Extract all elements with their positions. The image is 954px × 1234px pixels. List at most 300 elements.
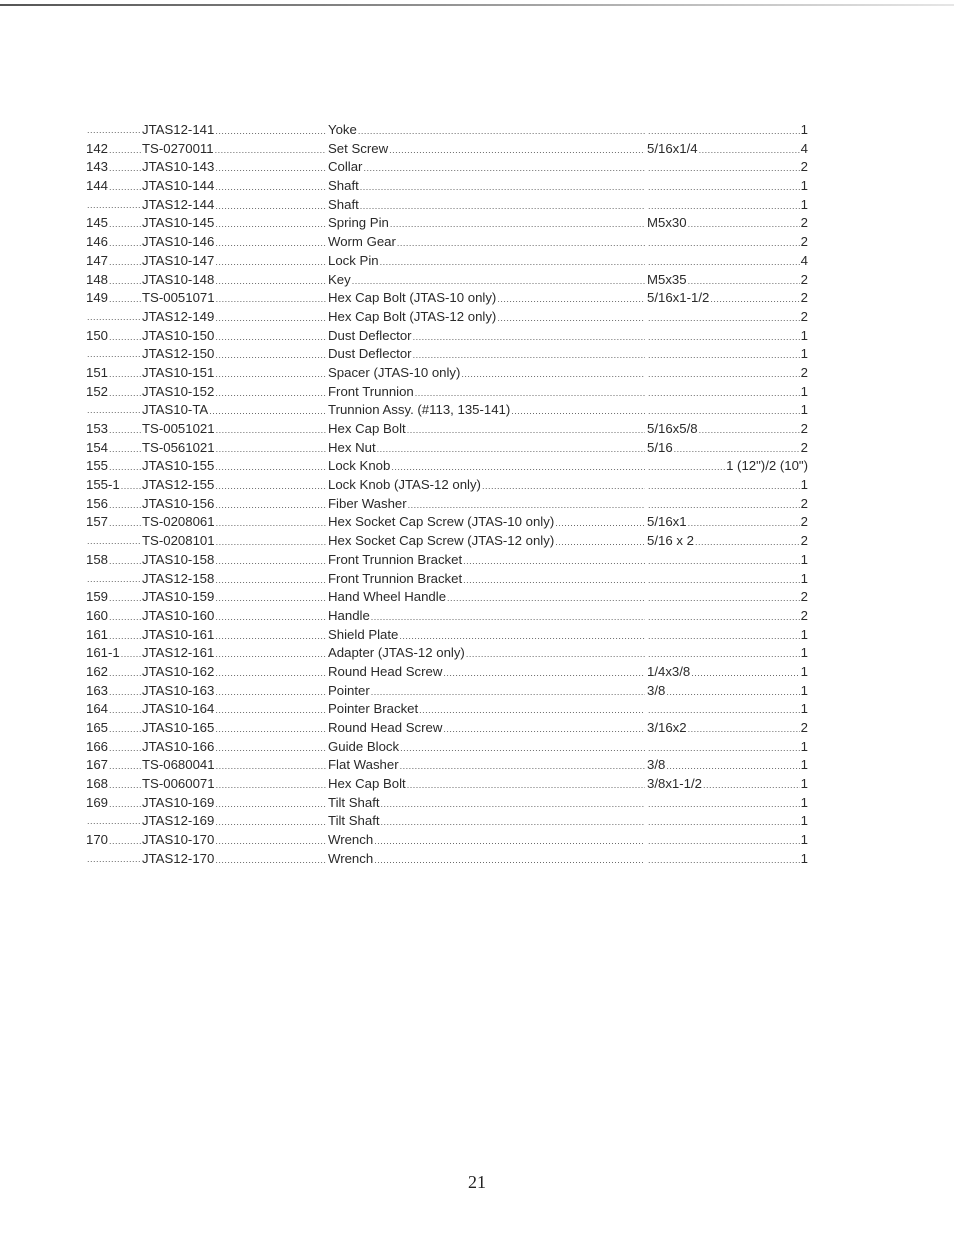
index-cell <box>86 196 142 215</box>
part-number: JTAS10-145 <box>142 214 214 233</box>
parts-list-row <box>86 607 808 626</box>
leader-dots <box>215 234 326 252</box>
index-cell <box>86 327 142 346</box>
leader-dots <box>497 309 645 327</box>
parts-list-row <box>86 663 808 682</box>
parts-list-row <box>86 831 808 850</box>
description-cell <box>328 570 646 589</box>
size-qty-cell <box>647 214 808 233</box>
parts-list-row <box>86 775 808 794</box>
leader-dots <box>216 757 326 775</box>
leader-dots <box>216 440 326 458</box>
description-cell <box>328 719 646 738</box>
size: 3/8x1-1/2 <box>647 775 702 794</box>
size-qty-cell <box>647 513 808 532</box>
leader-dots <box>352 272 645 290</box>
parts-list-row <box>86 495 808 514</box>
index-number: 154 <box>86 439 108 458</box>
leader-dots <box>215 589 326 607</box>
leader-dots <box>215 477 326 495</box>
parts-list-row <box>86 364 808 383</box>
leader-dots <box>215 197 326 215</box>
page-number: 21 <box>468 1172 486 1192</box>
size-qty-cell <box>647 271 808 290</box>
size-qty-cell <box>647 140 808 159</box>
quantity: 2 <box>801 158 808 177</box>
description-cell <box>328 252 646 271</box>
size-qty-cell <box>647 532 808 551</box>
size-qty-cell <box>647 401 808 420</box>
part-number: JTAS10-169 <box>142 794 214 813</box>
size-qty-cell <box>647 233 808 252</box>
index-number: 166 <box>86 738 108 757</box>
description-cell <box>328 626 646 645</box>
leader-dots <box>463 571 645 589</box>
part-number: JTAS10-156 <box>142 495 214 514</box>
leader-dots <box>648 402 800 420</box>
size: 5/16 x 2 <box>647 532 694 551</box>
leader-dots <box>371 683 645 701</box>
leader-dots <box>374 851 645 869</box>
description: Tilt Shaft <box>328 794 380 813</box>
leader-dots <box>648 589 800 607</box>
part-number: JTAS12-150 <box>142 345 214 364</box>
description: Tilt Shaft <box>328 812 380 831</box>
index-cell <box>86 551 142 570</box>
leader-dots <box>648 832 800 850</box>
description: Key <box>328 271 351 290</box>
parts-list-row <box>86 719 808 738</box>
size-qty-cell <box>647 775 808 794</box>
leader-dots <box>648 571 800 589</box>
size: 5/16x1-1/2 <box>647 289 709 308</box>
part-number-cell <box>142 383 327 402</box>
leader-dots <box>648 795 800 813</box>
index-number: 151 <box>86 364 108 383</box>
leader-dots <box>648 496 800 514</box>
leader-dots <box>109 627 141 645</box>
leader-dots <box>109 832 141 850</box>
quantity: 1 <box>801 794 808 813</box>
leader-dots <box>688 720 800 738</box>
size-qty-cell <box>647 327 808 346</box>
description-cell <box>328 177 646 196</box>
description-cell <box>328 495 646 514</box>
leader-dots <box>648 645 800 663</box>
part-number: TS-0561021 <box>142 439 215 458</box>
size-qty-cell <box>647 177 808 196</box>
leader-dots <box>699 141 800 159</box>
leader-dots <box>648 122 800 140</box>
index-cell <box>86 383 142 402</box>
index-cell <box>86 121 142 140</box>
quantity: 2 <box>801 233 808 252</box>
leader-dots <box>215 627 326 645</box>
parts-list-row <box>86 289 808 308</box>
parts-list-row <box>86 682 808 701</box>
index-cell <box>86 644 142 663</box>
part-number: JTAS12-155 <box>142 476 214 495</box>
leader-dots <box>109 178 141 196</box>
description: Dust Deflector <box>328 327 412 346</box>
index-number: 165 <box>86 719 108 738</box>
size-qty-cell <box>647 345 808 364</box>
leader-dots <box>109 720 141 738</box>
leader-dots <box>109 290 141 308</box>
parts-list-row <box>86 327 808 346</box>
description: Handle <box>328 607 370 626</box>
index-number: 155 <box>86 457 108 476</box>
size-qty-cell <box>647 626 808 645</box>
index-number: 169 <box>86 794 108 813</box>
description-cell <box>328 233 646 252</box>
size: 5/16x5/8 <box>647 420 698 439</box>
part-number: JTAS12-158 <box>142 570 214 589</box>
leader-dots <box>215 832 326 850</box>
leader-dots <box>109 664 141 682</box>
part-number: JTAS10-162 <box>142 663 214 682</box>
description-cell <box>328 682 646 701</box>
description: Lock Pin <box>328 252 379 271</box>
leader-dots <box>109 365 141 383</box>
part-number: TS-0270011 <box>142 140 214 159</box>
part-number-cell <box>142 364 327 383</box>
index-number: 157 <box>86 513 108 532</box>
description: Hex Cap Bolt (JTAS-12 only) <box>328 308 496 327</box>
part-number: JTAS12-170 <box>142 850 214 869</box>
quantity: 1 <box>801 476 808 495</box>
size-qty-cell <box>647 738 808 757</box>
leader-dots <box>413 328 645 346</box>
description: Guide Block <box>328 738 399 757</box>
index-number: 148 <box>86 271 108 290</box>
description-cell <box>328 812 646 831</box>
parts-list-row <box>86 214 808 233</box>
description: Hex Cap Bolt <box>328 775 406 794</box>
index-cell <box>86 812 142 831</box>
description-cell <box>328 196 646 215</box>
size-qty-cell <box>647 495 808 514</box>
part-number: JTAS12-141 <box>142 121 214 140</box>
size: 3/16x2 <box>647 719 687 738</box>
size-qty-cell <box>647 588 808 607</box>
parts-list-row <box>86 345 808 364</box>
quantity: 2 <box>801 289 808 308</box>
leader-dots <box>109 776 141 794</box>
index-cell <box>86 252 142 271</box>
description: Front Trunnion Bracket <box>328 570 462 589</box>
leader-dots <box>109 440 141 458</box>
leader-dots <box>466 645 645 663</box>
size: M5x35 <box>647 271 687 290</box>
description-cell <box>328 756 646 775</box>
leader-dots <box>648 384 800 402</box>
size-qty-cell <box>647 682 808 701</box>
part-number: JTAS10-155 <box>142 457 214 476</box>
quantity: 1 <box>801 383 808 402</box>
index-cell <box>86 345 142 364</box>
description-cell <box>328 364 646 383</box>
leader-dots <box>109 215 141 233</box>
description-cell <box>328 420 646 439</box>
size-qty-cell <box>647 719 808 738</box>
leader-dots <box>666 683 799 701</box>
leader-dots <box>688 215 800 233</box>
size: 1/4x3/8 <box>647 663 690 682</box>
index-number: 142 <box>86 140 108 159</box>
index-cell <box>86 439 142 458</box>
leader-dots <box>415 384 645 402</box>
index-number: 144 <box>86 177 108 196</box>
leader-dots <box>358 122 645 140</box>
part-number-cell <box>142 831 327 850</box>
leader-dots <box>109 253 141 271</box>
leader-dots <box>87 850 141 869</box>
index-cell <box>86 214 142 233</box>
part-number-cell <box>142 756 327 775</box>
description: Spring Pin <box>328 214 389 233</box>
size-qty-cell <box>647 252 808 271</box>
description: Adapter (JTAS-12 only) <box>328 644 465 663</box>
index-number: 155-1 <box>86 476 120 495</box>
part-number-cell <box>142 327 327 346</box>
leader-dots <box>87 401 141 420</box>
leader-dots <box>461 365 645 383</box>
leader-dots <box>555 533 645 551</box>
part-number: JTAS10-170 <box>142 831 214 850</box>
leader-dots <box>443 664 645 682</box>
index-cell <box>86 476 142 495</box>
leader-dots <box>703 776 800 794</box>
leader-dots <box>648 253 800 271</box>
description: Set Screw <box>328 140 388 159</box>
index-cell <box>86 233 142 252</box>
part-number: JTAS10-152 <box>142 383 214 402</box>
part-number-cell <box>142 214 327 233</box>
parts-list-row <box>86 513 808 532</box>
leader-dots <box>710 290 799 308</box>
leader-dots <box>666 757 799 775</box>
index-cell <box>86 513 142 532</box>
leader-dots <box>215 384 326 402</box>
description-cell <box>328 738 646 757</box>
description-cell <box>328 308 646 327</box>
description: Wrench <box>328 831 373 850</box>
description-cell <box>328 588 646 607</box>
size-qty-cell <box>647 831 808 850</box>
part-number-cell <box>142 158 327 177</box>
quantity: 1 <box>801 831 808 850</box>
part-number-cell <box>142 495 327 514</box>
size-qty-cell <box>647 476 808 495</box>
quantity: 1 <box>801 401 808 420</box>
description: Spacer (JTAS-10 only) <box>328 364 460 383</box>
leader-dots <box>109 384 141 402</box>
index-number: 143 <box>86 158 108 177</box>
leader-dots <box>87 308 141 327</box>
size-qty-cell <box>647 457 808 476</box>
part-number-cell <box>142 121 327 140</box>
parts-list-row <box>86 570 808 589</box>
description-cell <box>328 794 646 813</box>
part-number: TS-0208101 <box>142 532 215 551</box>
index-cell <box>86 420 142 439</box>
index-cell <box>86 626 142 645</box>
index-number: 152 <box>86 383 108 402</box>
leader-dots <box>109 272 141 290</box>
quantity: 1 <box>801 700 808 719</box>
leader-dots <box>374 832 645 850</box>
quantity: 1 <box>801 644 808 663</box>
leader-dots <box>381 813 645 831</box>
size-qty-cell <box>647 812 808 831</box>
leader-dots <box>216 776 326 794</box>
leader-dots <box>109 328 141 346</box>
leader-dots <box>699 421 800 439</box>
description-cell <box>328 513 646 532</box>
leader-dots <box>215 215 326 233</box>
index-number: 158 <box>86 551 108 570</box>
parts-list-row <box>86 196 808 215</box>
parts-list-row <box>86 121 808 140</box>
size-qty-cell <box>647 794 808 813</box>
part-number-cell <box>142 271 327 290</box>
leader-dots <box>87 812 141 831</box>
parts-list-row <box>86 476 808 495</box>
leader-dots <box>360 178 645 196</box>
parts-list-row <box>86 812 808 831</box>
description-cell <box>328 214 646 233</box>
description: Front Trunnion <box>328 383 414 402</box>
part-number-cell <box>142 476 327 495</box>
leader-dots <box>511 402 645 420</box>
quantity: 1 <box>801 121 808 140</box>
index-cell <box>86 457 142 476</box>
description-cell <box>328 775 646 794</box>
part-number-cell <box>142 626 327 645</box>
index-cell <box>86 775 142 794</box>
description: Hex Cap Bolt <box>328 420 406 439</box>
leader-dots <box>109 141 141 159</box>
part-number-cell <box>142 140 327 159</box>
description: Lock Knob (JTAS-12 only) <box>328 476 481 495</box>
leader-dots <box>555 514 645 532</box>
description: Pointer Bracket <box>328 700 418 719</box>
leader-dots <box>215 253 326 271</box>
leader-dots <box>215 701 326 719</box>
index-cell <box>86 756 142 775</box>
quantity: 2 <box>801 439 808 458</box>
part-number-cell <box>142 719 327 738</box>
index-number: 163 <box>86 682 108 701</box>
leader-dots <box>216 290 326 308</box>
leader-dots <box>216 514 326 532</box>
leader-dots <box>109 496 141 514</box>
index-number: 170 <box>86 831 108 850</box>
description-cell <box>328 476 646 495</box>
size-qty-cell <box>647 158 808 177</box>
leader-dots <box>215 496 326 514</box>
description-cell <box>328 850 646 869</box>
leader-dots <box>109 421 141 439</box>
size-qty-cell <box>647 700 808 719</box>
part-number: JTAS12-161 <box>142 644 214 663</box>
index-cell <box>86 570 142 589</box>
quantity: 1 <box>801 756 808 775</box>
index-number: 156 <box>86 495 108 514</box>
leader-dots <box>691 664 799 682</box>
part-number-cell <box>142 682 327 701</box>
description: Fiber Washer <box>328 495 407 514</box>
leader-dots <box>215 328 326 346</box>
part-number: JTAS10-146 <box>142 233 214 252</box>
leader-dots <box>391 458 645 476</box>
index-number: 150 <box>86 327 108 346</box>
parts-list-row <box>86 383 808 402</box>
size-qty-cell <box>647 364 808 383</box>
part-number-cell <box>142 401 327 420</box>
leader-dots <box>363 159 645 177</box>
size-qty-cell <box>647 607 808 626</box>
leader-dots <box>648 627 800 645</box>
part-number-cell <box>142 850 327 869</box>
description: Worm Gear <box>328 233 396 252</box>
leader-dots <box>215 141 326 159</box>
part-number: JTAS10-143 <box>142 158 214 177</box>
index-number: 149 <box>86 289 108 308</box>
part-number: JTAS10-163 <box>142 682 214 701</box>
quantity: 1 <box>801 850 808 869</box>
leader-dots <box>380 253 645 271</box>
part-number: TS-0208061 <box>142 513 215 532</box>
index-cell <box>86 495 142 514</box>
description: Pointer <box>328 682 370 701</box>
size-qty-cell <box>647 663 808 682</box>
leader-dots <box>209 402 326 420</box>
leader-dots <box>109 159 141 177</box>
parts-list-row <box>86 439 808 458</box>
parts-list-row <box>86 551 808 570</box>
description: Wrench <box>328 850 373 869</box>
quantity: 4 <box>801 140 808 159</box>
size: 3/8 <box>647 682 665 701</box>
part-number-cell <box>142 289 327 308</box>
quantity: 2 <box>801 495 808 514</box>
leader-dots <box>463 552 645 570</box>
leader-dots <box>389 141 645 159</box>
part-number-cell <box>142 663 327 682</box>
description-cell <box>328 345 646 364</box>
leader-dots <box>413 346 645 364</box>
quantity: 1 <box>801 327 808 346</box>
leader-dots <box>397 234 645 252</box>
description-cell <box>328 700 646 719</box>
part-number-cell <box>142 794 327 813</box>
index-cell <box>86 140 142 159</box>
index-number: 164 <box>86 700 108 719</box>
leader-dots <box>215 552 326 570</box>
quantity: 1 <box>801 738 808 757</box>
leader-dots <box>443 720 645 738</box>
quantity: 2 <box>801 420 808 439</box>
part-number-cell <box>142 439 327 458</box>
leader-dots <box>648 346 800 364</box>
index-number: 161 <box>86 626 108 645</box>
leader-dots <box>215 309 326 327</box>
leader-dots <box>695 533 800 551</box>
leader-dots <box>497 290 645 308</box>
part-number: JTAS10-164 <box>142 700 214 719</box>
